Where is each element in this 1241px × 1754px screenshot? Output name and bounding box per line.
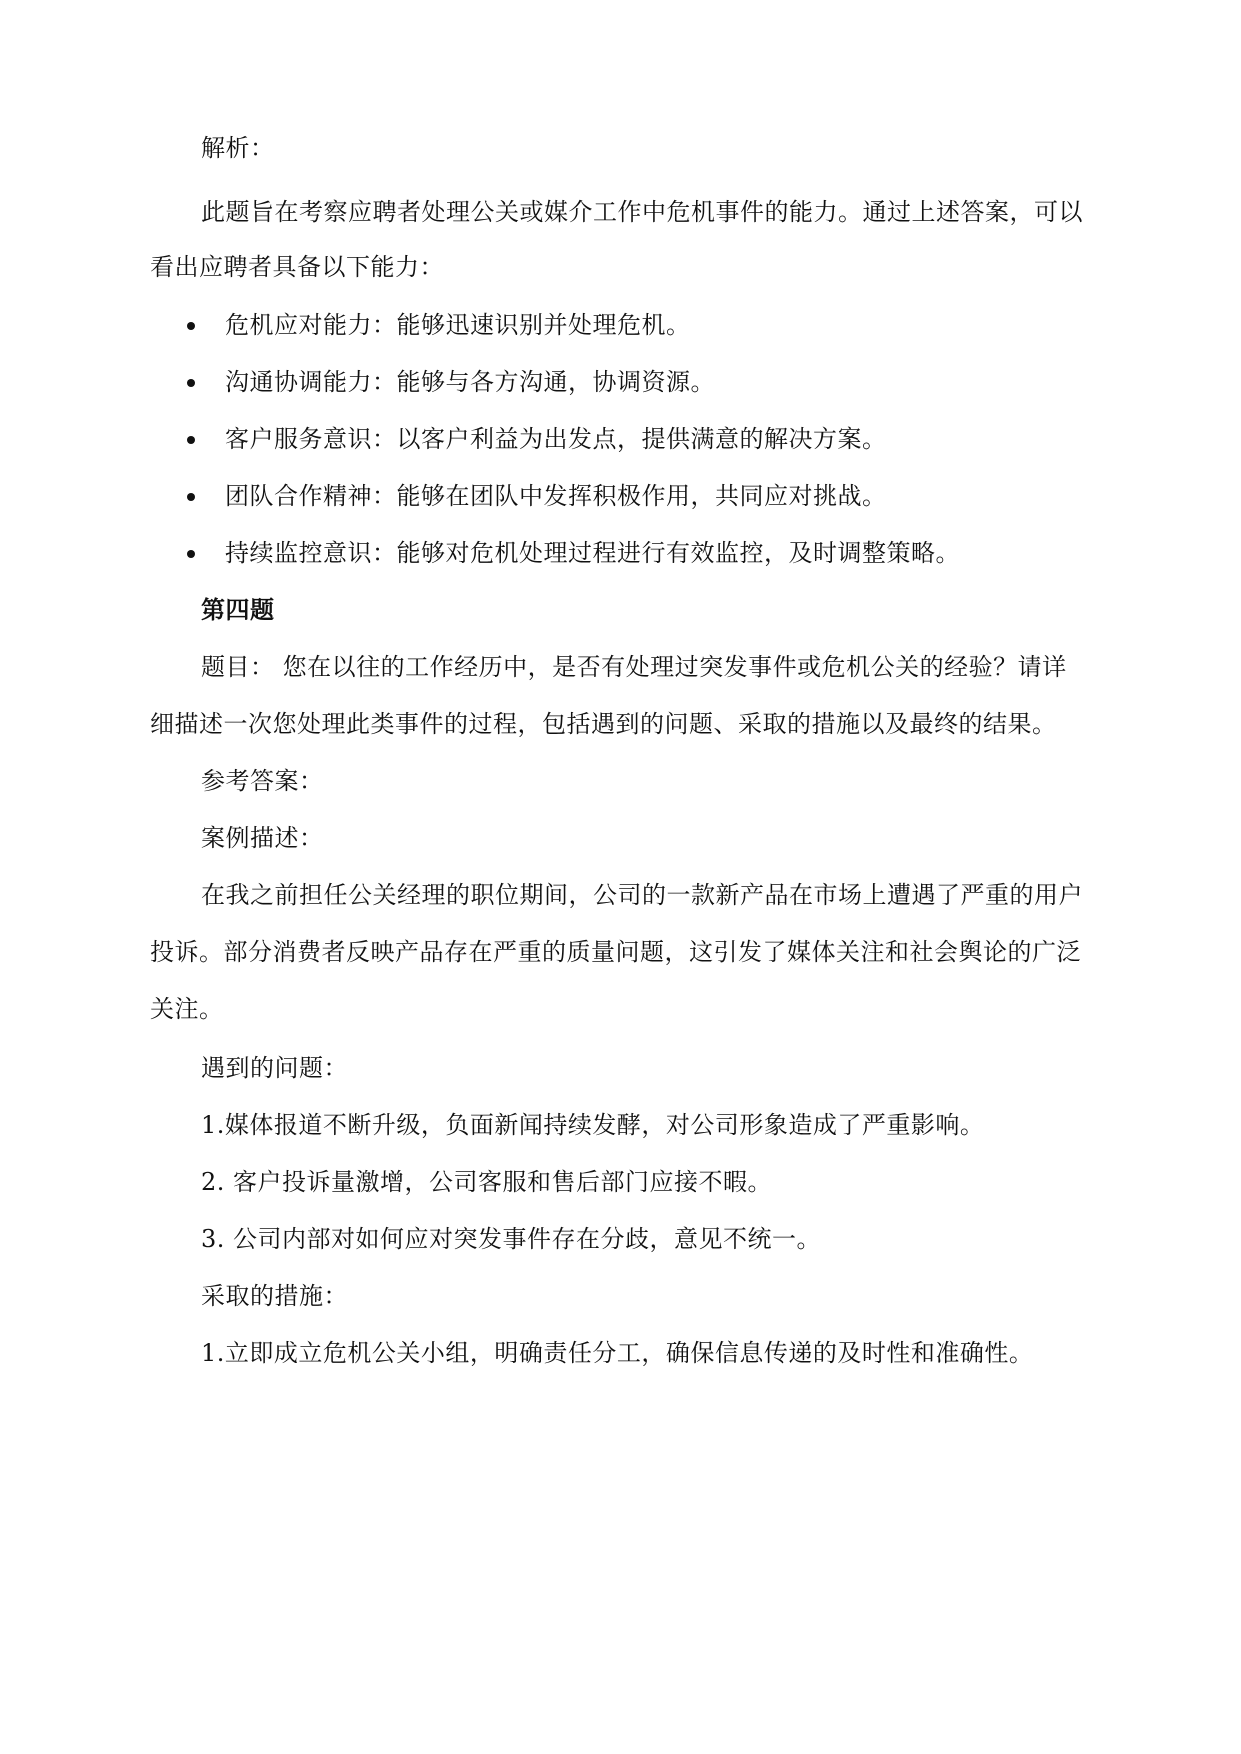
list-item [150, 309, 1095, 341]
problem-item: 1.媒体报道不断升级，负面新闻持续发酵，对公司形象造成了严重影响。 [201, 1111, 985, 1139]
reference-answer-label: 参考答案： [201, 767, 324, 795]
case-paragraph-line-2: 投诉。部分消费者反映产品存在严重的质量问题，这引发了媒体关注和社会舆论的广泛 [150, 938, 1081, 966]
problem-item: 3. 公司内部对如何应对突发事件存在分歧，意见不统一。 [201, 1225, 822, 1253]
measures-label: 采取的措施： [201, 1282, 348, 1310]
analysis-heading: 解析： [201, 134, 275, 162]
list-item-text: 客户服务意识：以客户利益为出发点，提供满意的解决方案。 [225, 425, 887, 453]
list-item-text: 危机应对能力：能够迅速识别并处理危机。 [225, 311, 691, 339]
list-item [150, 423, 1095, 455]
section-title: 第四题 [201, 595, 275, 624]
analysis-paragraph-line-2: 看出应聘者具备以下能力： [150, 253, 444, 281]
problems-label: 遇到的问题： [201, 1054, 348, 1082]
case-description-label: 案例描述： [201, 824, 324, 852]
question-line-1: 题目： 您在以往的工作经历中，是否有处理过突发事件或危机公关的经验？请详 [201, 653, 1067, 681]
bullet-icon [187, 436, 195, 444]
list-item-text: 团队合作精神：能够在团队中发挥积极作用，共同应对挑战。 [225, 482, 887, 510]
list-item-text: 沟通协调能力：能够与各方沟通，协调资源。 [225, 368, 715, 396]
bullet-icon [187, 379, 195, 387]
problem-item: 2. 客户投诉量激增，公司客服和售后部门应接不暇。 [201, 1168, 773, 1196]
list-item-text: 持续监控意识：能够对危机处理过程进行有效监控，及时调整策略。 [225, 539, 960, 567]
measure-item: 1.立即成立危机公关小组，明确责任分工，确保信息传递的及时性和准确性。 [201, 1339, 1034, 1367]
bullet-icon [187, 322, 195, 330]
list-item [150, 366, 1095, 398]
list-item [150, 480, 1095, 512]
case-paragraph-line-1: 在我之前担任公关经理的职位期间，公司的一款新产品在市场上遭遇了严重的用户 [201, 881, 1083, 909]
case-paragraph-line-3: 关注。 [150, 995, 224, 1023]
bullet-icon [187, 493, 195, 501]
list-item [150, 537, 1095, 569]
question-line-2: 细描述一次您处理此类事件的过程，包括遇到的问题、采取的措施以及最终的结果。 [150, 710, 1057, 738]
bullet-icon [187, 550, 195, 558]
analysis-paragraph-line-1: 此题旨在考察应聘者处理公关或媒介工作中危机事件的能力。通过上述答案，可以 [201, 198, 1083, 226]
